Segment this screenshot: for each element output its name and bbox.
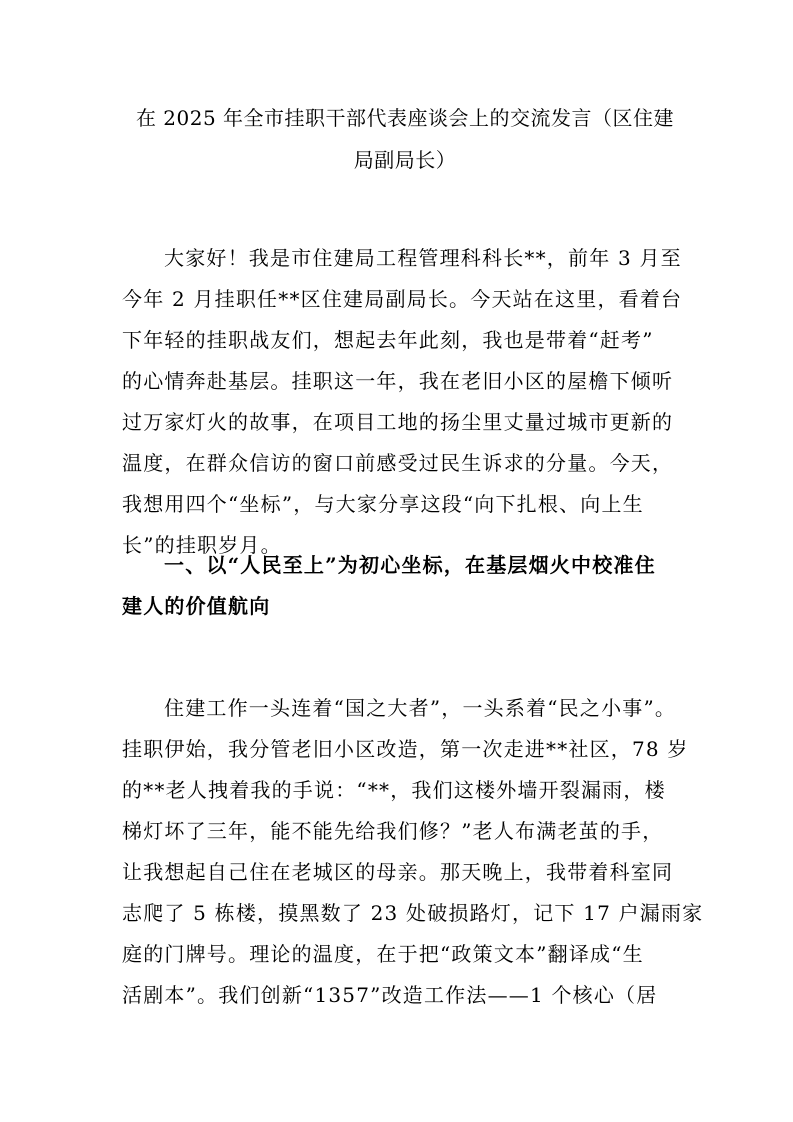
- heading-line: 一、以“人民至上”为初心坐标，在基层烟火中校准住: [164, 553, 656, 577]
- heading-line: 建人的价值航向: [122, 594, 271, 618]
- paragraph-line: 的**老人拽着我的手说：“**，我们这楼外墙开裂漏雨，楼: [122, 778, 666, 802]
- title-line: 局副局长）: [353, 148, 457, 172]
- section-heading-1: [122, 545, 682, 627]
- paragraph-line: 今年 2 月挂职任**区住建局副局长。今天站在这里，看着台: [122, 287, 683, 311]
- title-line: 在 2025 年全市挂职干部代表座谈会上的交流发言（区住建: [135, 106, 675, 130]
- document-title: [125, 97, 685, 181]
- paragraph-line: 让我想起自己住在老城区的母亲。那天晚上，我带着科室同: [122, 860, 674, 884]
- paragraph-line: 我想用四个“坐标”，与大家分享这段“向下扎根、向上生: [122, 492, 644, 516]
- paragraph-line: 住建工作一头连着“国之大者”，一头系着“民之小事”。: [164, 696, 677, 720]
- paragraph-line: 温度，在群众信访的窗口前感受过民生诉求的分量。今天，: [122, 451, 674, 475]
- paragraph-line: 梯灯坏了三年，能不能先给我们修？”老人布满老茧的手，: [122, 819, 664, 843]
- section-1-paragraph: [122, 688, 704, 1016]
- intro-paragraph: [122, 238, 682, 566]
- paragraph-line: 志爬了 5 栋楼，摸黑数了 23 处破损路灯，记下 17 户漏雨家: [122, 901, 704, 925]
- paragraph-line: 活剧本”。我们创新“1357”改造工作法——1 个核心（居: [122, 983, 658, 1007]
- paragraph-line: 庭的门牌号。理论的温度，在于把“政策文本”翻译成“生: [122, 942, 644, 966]
- paragraph-line: 大家好！我是市住建局工程管理科科长**，前年 3 月至: [164, 246, 682, 270]
- paragraph-line: 过万家灯火的故事，在项目工地的扬尘里丈量过城市更新的: [122, 410, 674, 434]
- paragraph-line: 下年轻的挂职战友们，想起去年此刻，我也是带着“赶考”: [122, 328, 654, 352]
- paragraph-line: 的心情奔赴基层。挂职这一年，我在老旧小区的屋檐下倾听: [122, 369, 674, 393]
- paragraph-line: 长”的挂职岁月。: [122, 533, 282, 557]
- paragraph-line: 挂职伊始，我分管老旧小区改造，第一次走进**社区，78 岁: [122, 737, 689, 761]
